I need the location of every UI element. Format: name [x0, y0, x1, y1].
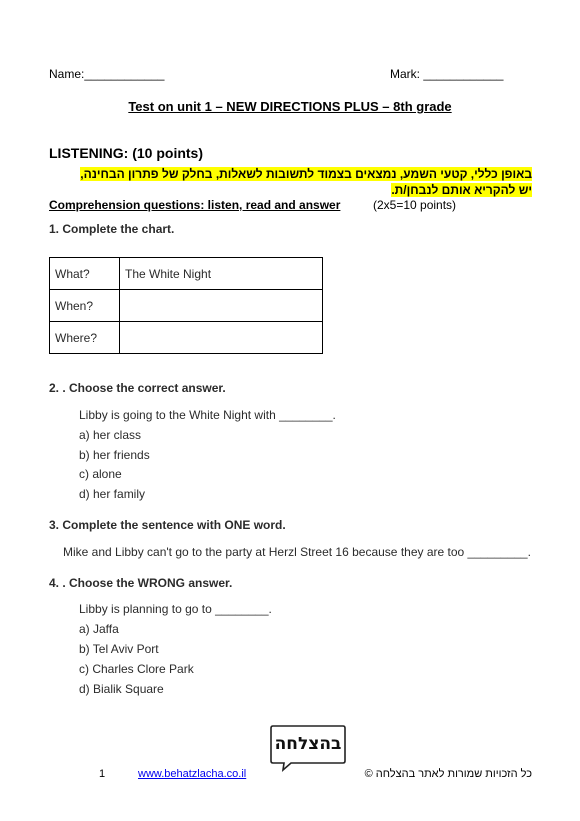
- question-2-option-c: c) alone: [79, 467, 122, 481]
- chart-row-where: [50, 322, 323, 354]
- comprehension-label: Comprehension questions: listen, read and answer: [49, 198, 341, 212]
- question-2-stem: Libby is going to the White Night with ________.: [79, 408, 336, 422]
- question-4-option-a: a) Jaffa: [79, 622, 119, 636]
- chart-label-what: What?: [50, 258, 120, 290]
- question-4-stem: Libby is planning to go to ________.: [79, 602, 272, 616]
- question-4-option-c: c) Charles Clore Park: [79, 662, 194, 676]
- hebrew-notice-text: באופן כללי, קטעי השמע, נמצאים בצמוד לתשובות לשאלות, בחלק של פתרון הבחינה, יש להקריא אותם לנבחן/ת.: [80, 167, 532, 197]
- chart-label-when: When?: [50, 290, 120, 322]
- logo-text: בהצלחה: [274, 734, 342, 754]
- hebrew-notice: [66, 166, 532, 198]
- name-field-label: Name:____________: [49, 67, 165, 81]
- chart-label-where: Where?: [50, 322, 120, 354]
- chart-row-what: [50, 258, 323, 290]
- header-row: [49, 67, 506, 83]
- question-1-chart: [49, 257, 323, 354]
- chart-value-what[interactable]: The White Night: [120, 258, 323, 290]
- page-title: Test on unit 1 – NEW DIRECTIONS PLUS – 8th grade: [128, 99, 452, 114]
- question-3-heading: 3. Complete the sentence with ONE word.: [49, 518, 286, 532]
- behatzlacha-logo: [269, 723, 347, 773]
- chart-value-when[interactable]: [120, 290, 323, 322]
- question-2-option-a: a) her class: [79, 428, 142, 442]
- chart-value-where[interactable]: [120, 322, 323, 354]
- comprehension-row: [49, 198, 469, 214]
- question-3-stem: Mike and Libby can't go to the party at Herzl Street 16 because they are too _________.: [63, 545, 531, 559]
- listening-heading: LISTENING: (10 points): [49, 145, 203, 161]
- footer-website-link[interactable]: www.behatzlacha.co.il: [138, 768, 247, 780]
- footer-page-number: 1: [99, 768, 106, 780]
- question-4-option-b: b) Tel Aviv Port: [79, 642, 159, 656]
- footer-rights-notice: כל הזכויות שמורות לאתר בהצלחה ©: [364, 768, 532, 780]
- question-2-heading: 2. . Choose the correct answer.: [49, 381, 226, 395]
- chart-row-when: [50, 290, 323, 322]
- question-4-heading: 4. . Choose the WRONG answer.: [49, 576, 233, 590]
- question-1-heading: 1. Complete the chart.: [49, 222, 175, 236]
- question-4-option-d: d) Bialik Square: [79, 682, 164, 696]
- comprehension-points: (2x5=10 points): [373, 198, 457, 212]
- question-2-option-d: d) her family: [79, 487, 146, 501]
- question-2-option-b: b) her friends: [79, 448, 150, 462]
- mark-field-label: Mark: ____________: [390, 67, 504, 81]
